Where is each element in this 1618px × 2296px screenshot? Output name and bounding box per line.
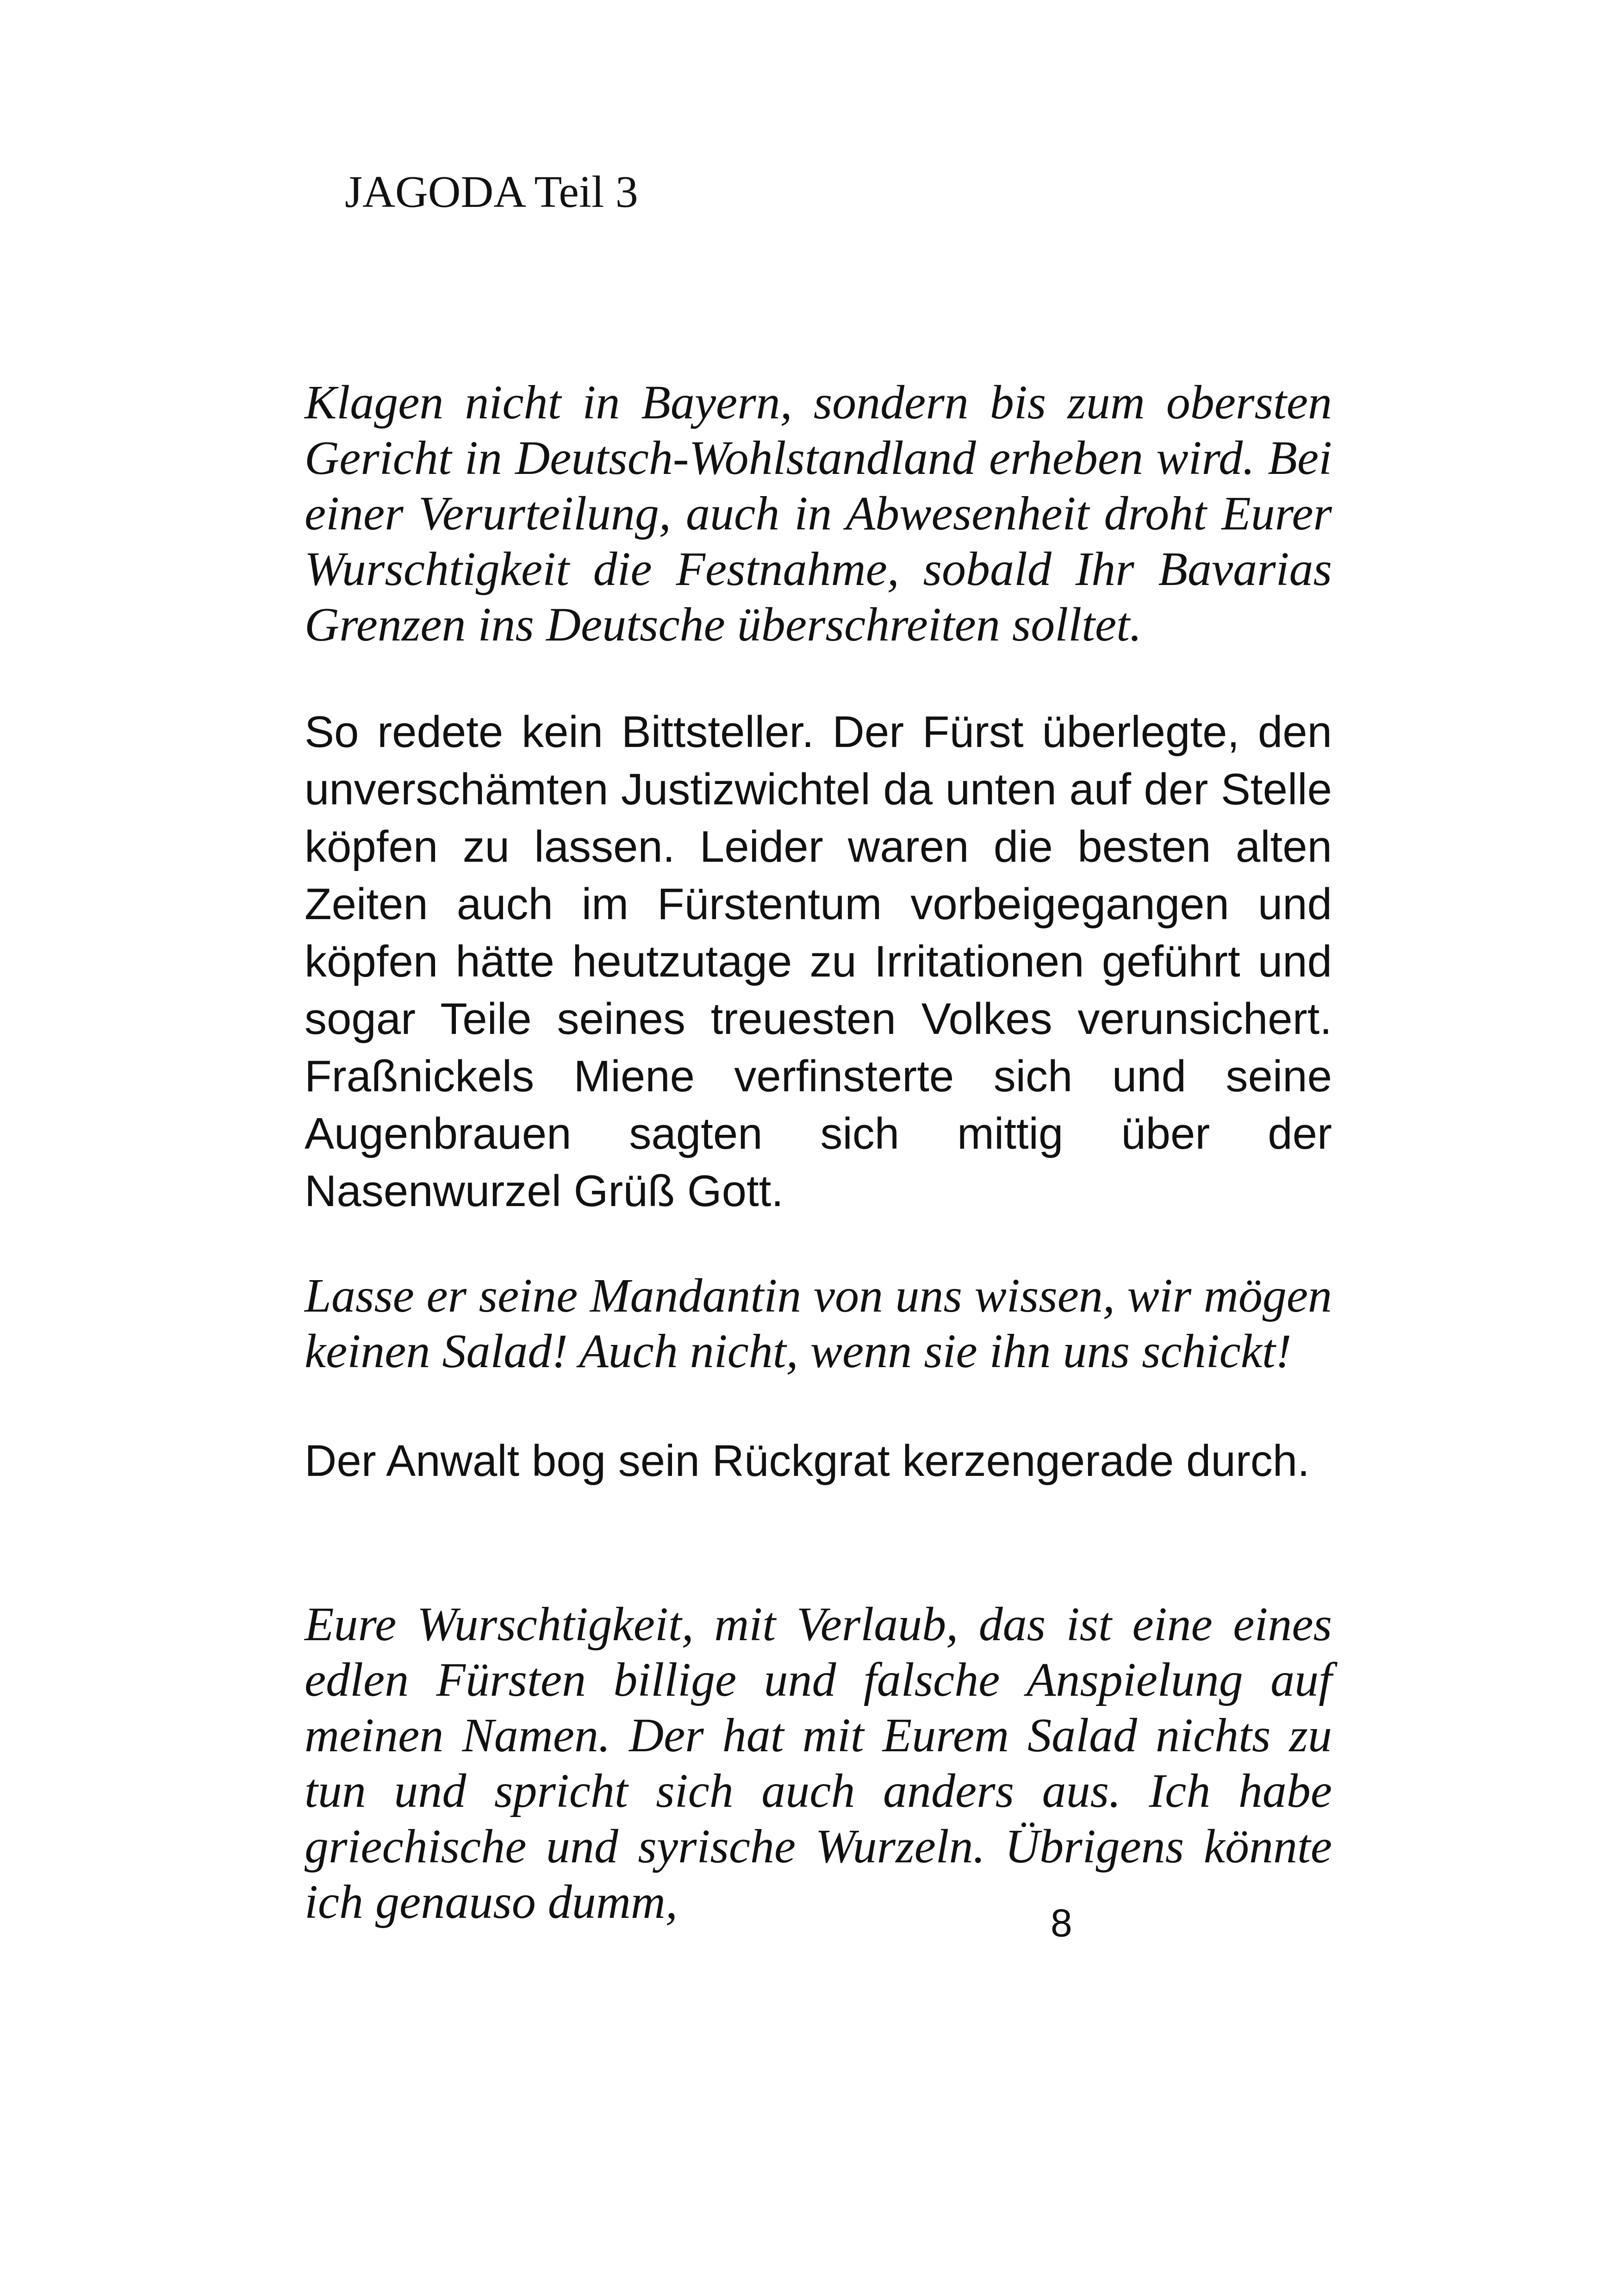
page-number: 8 [1051, 1901, 1072, 1945]
paragraph-italic-speech: Lasse er seine Mandantin von uns wissen, wir mögen keinen Salad! Auch nicht, wenn sie ihn uns schickt! [305, 1269, 1332, 1378]
paragraph-narration: Der Anwalt bog sein Rückgrat kerzengerade durch. [305, 1436, 1310, 1486]
paragraph-italic-speech: Klagen nicht in Bayern, sondern bis zum obersten Gericht in Deutsch-Wohlstandland erheben wird. Bei einer Verurteilung, auch in Abwesenheit droht Eurer Wurschtigkeit die Festnahme, sobald Ihr Bavarias Grenzen ins Deutsche überschreiten solltet. [305, 376, 1332, 651]
paragraph-narration: So redete kein Bittsteller. Der Fürst überlegte, den unverschämten Justizwichtel da unten auf der Stelle köpfen zu lassen. Leider waren die besten alten Zeiten auch im Fürstentum vorbeigegangen und köpfen hätte heutzutage zu Irritationen geführt und sogar Teile seines treuesten Volkes verunsichert. Fraßnickels Miene verfinsterte sich und seine Augenbrauen sagten sich mittig über der Nasenwurzel Grüß Gott. [305, 707, 1332, 1216]
paragraph-italic-speech: Eure Wurschtigkeit, mit Verlaub, das ist eine eines edlen Fürsten billige und falsche Anspielung auf meinen Namen. Der hat mit Eurem Salad nichts zu tun und spricht sich auch anders aus. Ich habe griechische und syrische Wurzeln. Übrigens könnte ich genauso dumm, [305, 1598, 1332, 1929]
running-header: JAGODA Teil 3 [345, 167, 638, 217]
